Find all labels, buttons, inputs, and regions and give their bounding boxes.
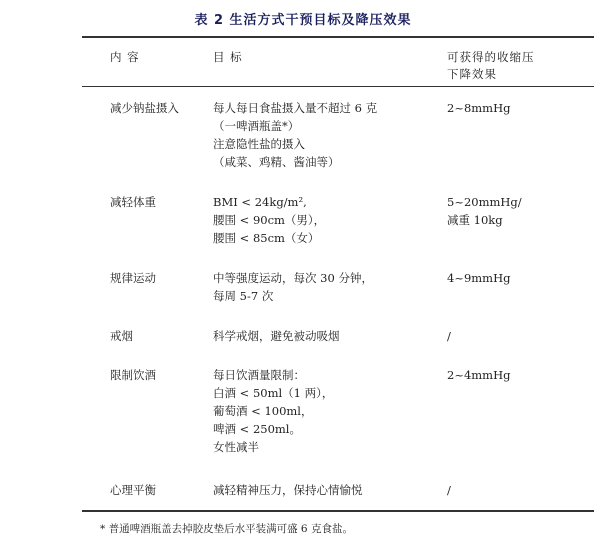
row-6-goal: 减轻精神压力，保持心情愉悦 — [213, 483, 363, 497]
row-6-effect: / — [447, 483, 451, 497]
table-title: 表 2 生活方式干预目标及降压效果 — [194, 13, 412, 28]
row-4-content: 戒烟 — [110, 329, 133, 343]
row-2-goal-line: 腰围 < 85cm（女） — [213, 231, 320, 245]
row-2-goal — [213, 193, 325, 247]
row-3-effect: 4~9mmHg — [447, 271, 511, 285]
row-1-goal-line: 注意隐性盐的摄入 — [213, 137, 305, 151]
row-5-content: 限制饮酒 — [110, 368, 156, 382]
row-4-goal: 科学戒烟，避免被动吸烟 — [213, 329, 340, 343]
header-effect-line-1: 可获得的收缩压 — [447, 50, 535, 64]
row-1-goal-line: （咸菜、鸡精、酱油等） — [213, 155, 340, 169]
table-top-rule — [82, 36, 594, 38]
row-5-goal — [213, 366, 333, 456]
row-5-effect: 2~4mmHg — [447, 368, 511, 382]
row-5-goal-line: 每日饮酒量限制： — [213, 368, 305, 382]
row-2-content: 减轻体重 — [110, 195, 156, 209]
row-3-content: 规律运动 — [110, 271, 156, 285]
header-effect-line-2: 下降效果 — [447, 67, 497, 81]
table-header-rule — [82, 86, 594, 87]
row-2-effect-line: 5~20mmHg/ — [447, 195, 522, 209]
header-effect — [447, 49, 535, 83]
header-goal: 目 标 — [213, 50, 243, 64]
row-1-goal-line: （一啤酒瓶盖*） — [213, 119, 300, 133]
row-3-goal — [213, 269, 373, 305]
row-2-goal-line: 腰围 < 90cm（男）， — [213, 213, 326, 227]
row-5-goal-line: 女性减半 — [213, 440, 259, 454]
row-2-effect-line: 减重 10kg — [447, 213, 503, 227]
row-4-effect: / — [447, 329, 451, 343]
row-5-goal-line: 葡萄酒 < 100ml， — [213, 404, 313, 418]
row-5-goal-line: 啤酒 < 250ml。 — [213, 422, 301, 436]
row-1-goal — [213, 99, 377, 171]
row-1-content: 减少钠盐摄入 — [110, 101, 179, 115]
row-1-goal-line: 每人每日食盐摄入量不超过 6 克 — [213, 101, 378, 115]
row-3-goal-line: 中等强度运动，每次 30 分钟， — [213, 271, 373, 285]
row-2-goal-line: BMI < 24kg/m², — [213, 195, 307, 209]
row-5-goal-line: 白酒 < 50ml（1 两）， — [213, 386, 334, 400]
row-6-content: 心理平衡 — [110, 483, 156, 497]
row-3-goal-line: 每周 5-7 次 — [213, 289, 274, 303]
table-footnote: * 普通啤酒瓶盖去掉胶皮垫后水平装满可盛 6 克食盐。 — [100, 523, 353, 535]
row-2-effect — [447, 193, 522, 229]
row-1-effect: 2~8mmHg — [447, 101, 511, 115]
header-content: 内 容 — [110, 50, 140, 64]
table-bottom-rule — [82, 510, 594, 512]
